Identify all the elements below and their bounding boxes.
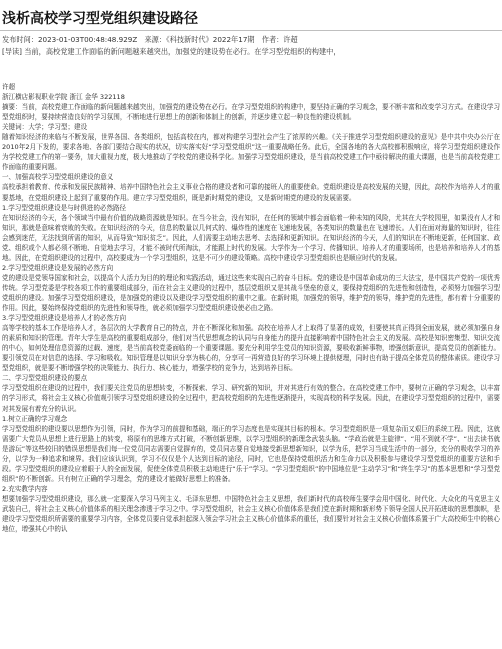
body-paragraph: 想要加强学习型党组织建设，那么就一定要深入学习马列主义、毛泽东思想、中国特色社会主义思想，我们新时代的高校师生要学会用中国化、时代化、大众化的马克思主义武装自己，将社会主义核心价值体系的相关理念渗透于学习之中。学习型党组织，社会主义核心价值体系是我们党在新时期和新形势下领导全国人民开拓进取的思想旗帜，是建设学习型党组织所需要的重要学习内容，全体党员要自觉承担起深入领会学习社会主义核心价值体系的重任，我们要针对社会主义核心价值体系置于广大高校师生中的核心地位，增强其心中的认 [2, 494, 500, 534]
page-title: 浅析高校学习型党组织建设路径 [2, 11, 198, 27]
subsection-heading: 1.树立正确的学习观念 [2, 414, 68, 423]
keywords-line: 关键词：大学；学习型；建设 [2, 123, 88, 132]
article-body [2, 82, 500, 534]
body-paragraph: 高等学校的基本工作是培养人才，各层次的大学教育自己的特点，并在不断深化和加强。高校在培养人才上取得了显著的成效，但要使其真正得到全面发展，就必须加强自身的素质和知识的管理。青年大学生是高校的重要组成部分，他们对当代思想观念的认同与自身能力的提升直接影响着中国特色社会主义的发展。高校是知识密集型、知识交流的中心，如何处理信息资源的过载、速度，是当前高校党委面临的一个重要课题。要充分利用学生党员的知识资源，要吸收新鲜事物，增强创新意识，提高党员的创新能力。要引领党员在对信息的选择、学习和吸收。知识管理是以知识分享为核心的，分享可一再营造良好的学习环境上提供便理，同时也有助于提高全体党员的整体素质。建设学习型党组织，就是要不断增强学校的决策能力、执行力、核心能力，增强学校的竞争力，达到培养目标。 [2, 324, 500, 373]
body-paragraph: 高校承担着教育、传承和发展民族精神、培养中国特色社会主义事业合格的建设者和可靠的接班人的重要使命。党组织建设是高校发展的关键，因此，高校作为培养人才的重要基地，在党组织建设上起到了重要的作用。建立学习型党组织，既是新时期党的建设，又是新时期党的建设的发展需要。 [2, 183, 500, 202]
section-heading-2: 二、学习型党组织建设的要点 [2, 374, 88, 383]
author-affiliation: 浙江横店影视职业学院 浙江 金华 322118 [2, 93, 125, 102]
publish-meta: 发布时间：2023-01-03T00:48:48.929Z 来源：《科技新时代》2022年17期 作者：许超 [2, 35, 298, 44]
author-name: 许超 [2, 83, 16, 91]
subsection-heading: 3.学习型党组织建设是培养人才的必然方向 [2, 314, 127, 323]
abstract-paragraph: 摘要：当前，高校党建工作面临的新问题越来越突出，加强党的建设势在必行。在学习型党组织的构建中，要坚持正确的学习观念，要不断丰富和改变学习方式。在建设学习型党组织时，要持续营造良好的学习氛围，不断地进行思想上的创新和体制上的创新，并逐步建立起一种良性的建设机制。 [2, 103, 500, 122]
subsection-heading: 1.学习型党组织建设是与时俱进的必然路径 [2, 203, 127, 212]
body-paragraph: 在知识经济的今天，各个领域当中最有价值的战略资源就是知识。在当今社会，没有知识，在任何的领域中都会面临着一种未知的风险，尤其在大学校园里，如果没有人才和知识，那就是意味着衰败的失败。在知识经济的今天，信息的数量以几何式的、爆炸性的速度在飞速地发展，各类知识的数量也在飞速增长。人们在面对海量的知识时，往往会感到迷茫，无法找到所需的知识，从而导致“知识贫乏”。因此，人们需要主动地去思考、去选择和更新知识。在知识经济的今天，人们的知识在不断地更新，任何国家、政党、组织或个人都必须不断地、自觉地去学习，才能不被时代所淘汰，才能跟上时代的发展。大学作为一个学习、传播知识、培养人才的重要场所，也是培养和培养人才的基地。因此，在党组织建设的过程中，高校要成为一个学习型组织，这是不可少的建设策略。高校中建设学习型党组织也是顺应时代的发展。 [2, 213, 500, 262]
intro-paragraph: 随着知识经济的来临与不断发展，世界各国、各类组织，包括高校在内，都对构建学习型社会产生了浓厚的兴趣。《关于推进学习型党组织建设的意见》是中共中央办公厅在2010年2月下发的，要求各地、各部门要结合现实的状况，切实落实好“学习型党组织”这一重要战略任务。此后，全国各地的各大高校都积极响应，将学习型党组织建设作为学校党建工作的第一要务，加大重视力度，极大地推动了学校党的建设科学化。加强学习型党组织建设，是当前高校党建工作中亟待解决的重大课题，也是当前高校党建工作面临的重要问题。 [2, 133, 500, 172]
title-divider [0, 30, 502, 31]
body-paragraph: 学习型党组织的建设要以思想作为引领，同时，作为学习的前提和基础，端正的学习态度也是实现其目标的根本。学习型党组织是一项复杂而又艰巨的系统工程。因此，这就需要广大党员从思想上进行思路上的转变，将原有的思维方式打破，不断创新思维，以学习型组织的新理念武装头脑。“学政治就是主旋律”、“用不到就不学”、“出去读书就是游玩”等这些较旧的错误思想是我们每一位党员同志需要自觉摒弃的，党员同志要自觉地接受新思想新知识，以学为乐，把学习当成生活中的一部分，充分的吸收学习的养分，以学为一种追求和境界。我们应该认识到，学习不仅仅是个人达到目标的途径，同时，它也是保持党组织活力和生命力以及积极参与建设学习型党组织的重要方法和手段。学习型党组织的建设应着眼于人的全面发展，促使全体党员积极主动地进行“乐于”学习。“学习型党组织”的中国地位是“主动学习”和“终生学习”的基本思想和“学习型党组织”的不断创新。只有树立正确的学习理念，党的建设才能做好思想上的准备。 [2, 424, 500, 483]
subsection-heading: 2.学习型党组织建设是发展的必然方向 [2, 263, 113, 272]
lead-summary: [导读] 当前，高校党建工作面临的新问题越来越突出，加强党的建设势在必行。在学习型党组织的构建中， [2, 47, 341, 56]
subsection-heading: 2.充实教学内容 [2, 484, 48, 493]
body-paragraph: 党的建设是党领导国家和社会，以提高个人活力为目的的理论和实践活动，通过这些来实现自己的奋斗目标。党的建设是中国革命成功的三大法宝，是中国共产党的一项优秀传统。学习型党委是学校各项工作的重要组成部分，而在社会主义建设的过程中，基层党组织又是其战斗堡垒的意义，要保持党组织的先进性和创造性，必须努力加强学习型党组织的建设。加强学习型党组织建设，是加强党的建设以及建设学习型党组织的重中之重。在新时期，加强党的领导，维护党的领导，维护党的先进性，都有着十分重要的作用。因此，要始终保持党组织的先进性和领导性，就必须加强学习型党组织建设使必由之路。 [2, 273, 500, 313]
body-paragraph: 学习型党组织在建设的过程中，我们要关注党员的思想转变，不断探索、学习、研究新的知识，并对其进行有效的整合。在高校党建工作中，要树立正确的学习观念，以丰富的学习形式，将社会主义核心价值观引领学习型党组织建设的全过程中，把高校党组织的先进性逐渐提升，实现高校的科学发展。因此，在建设学习型党组织的过程中，需要对其发展有着充分的认识。 [2, 384, 500, 413]
section-heading-1: 一、加强高校学习型党组织建设的意义 [2, 173, 114, 182]
